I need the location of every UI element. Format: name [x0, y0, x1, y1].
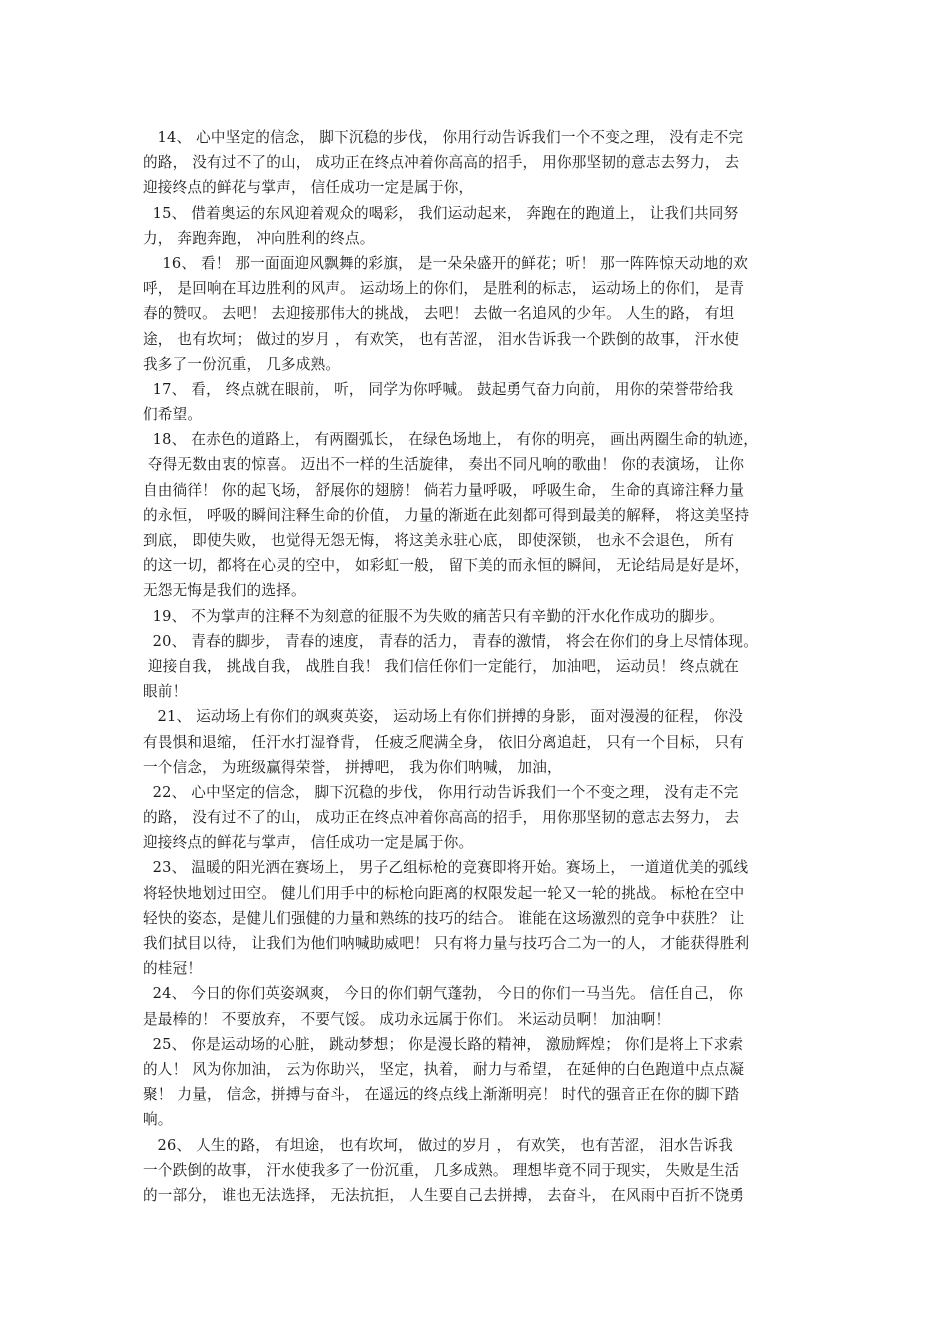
text-line: 16、 看！ 那一面面迎风飘舞的彩旗， 是一朵朵盛开的鲜花；听！ 那一阵阵惊天动地的欢: [143, 254, 749, 272]
text-line: 途， 也有坎坷； 做过的岁月 ， 有欢笑， 也有苦涩， 泪水告诉我一个跌倒的故事， 汗水使: [143, 330, 740, 348]
paragraph: [143, 201, 815, 251]
text-line: 17、 看， 终点就在眼前， 听， 同学为你呼喊。 鼓起勇气奋力向前， 用你的荣誉带给我: [143, 380, 734, 398]
text-line: 迎接自我， 挑战自我， 战胜自我！ 我们信任你们一定能行， 加油吧， 运动员！ 终点就在: [143, 657, 740, 675]
text-line: 到底， 即使失败， 也觉得无怨无悔， 将这美永驻心底， 即使深锁， 也永不会退色， 所有: [143, 532, 735, 549]
text-line: 的永恒， 呼吸的瞬间注释生命的价值， 力量的渐逝在此刻都可得到最美的解释， 将这美坚持: [143, 506, 750, 524]
paragraph: [143, 377, 815, 427]
text-line: 力， 奔跑奔跑， 冲向胜利的终点。: [143, 229, 375, 247]
text-line: 24、 今日的你们英姿飒爽， 今日的你们朝气蓬勃， 今日的你们一马当先。 信任自己， 你: [143, 985, 744, 1003]
text-line: 15、 借着奥运的东风迎着观众的喝彩， 我们运动起来， 奔跑在的跑道上， 让我们共同努: [143, 204, 739, 222]
paragraph: [143, 1032, 815, 1133]
text-line: 有畏惧和退缩， 任汗水打湿脊背， 任疲乏爬满全身， 依旧分离追赶， 只有一个目标， 只有: [143, 733, 745, 751]
text-line: 23、 温暖的阳光洒在赛场上， 男子乙组标枪的竞赛即将开始。赛场上， 一道道优美的弧线: [143, 859, 749, 877]
text-line: 22、 心中坚定的信念， 脚下沉稳的步伐， 你用行动告诉我们一个不变之理， 没有走不完: [143, 783, 739, 801]
text-line: 25、 你是运动场的心脏， 跳动梦想； 你是漫长路的精神， 激励辉煌； 你们是将上下求索: [143, 1035, 744, 1053]
paragraph: [143, 251, 815, 377]
text-line: 我们拭目以待， 让我们为他们呐喊助威吧！ 只有将力量与技巧合二为一的人， 才能获得胜利: [143, 935, 750, 952]
text-line: 是最棒的！ 不要放弃， 不要气馁。 成功永远属于你们。 米运动员啊！ 加油啊！: [143, 1010, 671, 1028]
text-line: 呼， 是回响在耳边胜利的风声。 运动场上的你们， 是胜利的标志， 运动场上的你们， 是青: [143, 280, 745, 298]
text-line: 迎接终点的鲜花与掌声， 信任成功一定是属于你，: [143, 179, 474, 197]
document-page: [143, 125, 815, 1208]
text-line: 18、 在赤色的道路上， 有两圈弧长， 在绿色场地上， 有你的明亮， 画出两圈生命的轨迹，: [143, 431, 759, 449]
text-line: 一个信念， 为班级赢得荣誉， 拼搏吧， 我为你们呐喊， 加油，: [143, 758, 562, 776]
paragraph: [143, 855, 815, 981]
text-line: 春的赞叹。 去吧！ 去迎接那伟大的挑战， 去吧！ 去做一名追风的少年。 人生的路， 有坦: [143, 305, 735, 323]
text-line: 们希望。: [143, 406, 203, 424]
text-line: 26、 人生的路， 有坦途， 也有坎坷， 做过的岁月 ， 有欢笑， 也有苦涩， 泪水告诉我: [143, 1136, 733, 1154]
text-line: 将轻快地划过田空。 健儿们用手中的标枪向距离的权限发起一轮又一轮的挑战。 标枪在空中: [143, 884, 745, 902]
text-line: 的这一切，都将在心灵的空中， 如彩虹一般， 留下美的而永恒的瞬间， 无论结局是好是坏，: [143, 557, 750, 575]
text-line: 20、 青春的脚步， 青春的速度， 青春的活力， 青春的激情， 将会在你们的身上尽情体现。: [143, 632, 759, 650]
text-line: 夺得无数由衷的惊喜。 迈出不一样的生活旋律， 奏出不同凡响的歌曲！ 你的表演场， 让你: [143, 456, 745, 474]
text-line: 轻快的姿态，是健儿们强健的力量和熟练的技巧的结合。 谁能在这场激烈的竞争中获胜？ 让: [143, 909, 745, 927]
text-line: 的桂冠！: [143, 960, 203, 978]
text-line: 的路， 没有过不了的山， 成功正在终点冲着你高高的招手， 用你那坚韧的意志去努力， 去: [143, 809, 740, 827]
text-line: 的路， 没有过不了的山， 成功正在终点冲着你高高的招手， 用你那坚韧的意志去努力， 去: [143, 154, 740, 172]
paragraph: [143, 981, 815, 1031]
text-line: 一个跌倒的故事， 汗水使我多了一份沉重， 几多成熟。 理想毕竟不同于现实， 失败是生活: [143, 1161, 740, 1179]
paragraph: [143, 1133, 815, 1209]
paragraph: [143, 604, 815, 629]
text-line: 迎接终点的鲜花与掌声， 信任成功一定是属于你。: [143, 834, 474, 852]
paragraph: [143, 125, 815, 201]
text-line: 自由徜徉！ 你的起飞场， 舒展你的翅膀！ 倘若力量呼吸， 呼吸生命， 生命的真谛注释力量: [143, 481, 745, 499]
paragraph: [143, 427, 815, 603]
text-line: 19、 不为掌声的注释不为刻意的征服不为失败的痛苦只有辛勤的汗水化作成功的脚步。: [143, 607, 724, 625]
text-line: 响。: [143, 1111, 173, 1129]
text-line: 的人！ 风为你加油， 云为你助兴， 坚定，执着， 耐力与希望， 在延伸的白色跑道中点点凝: [143, 1060, 745, 1078]
text-line: 眼前！: [143, 683, 188, 701]
text-line: 无怨无悔是我们的选择。: [143, 582, 306, 600]
text-line: 14、 心中坚定的信念， 脚下沉稳的步伐， 你用行动告诉我们一个不变之理， 没有走不完: [143, 129, 744, 146]
paragraph: [143, 629, 815, 705]
text-line: 的一部分， 谁也无法选择， 无法抗拒， 人生要自己去拼搏， 去奋斗， 在风雨中百折不饶勇: [143, 1186, 745, 1204]
paragraph: [143, 780, 815, 856]
text-line: 21、 运动场上有你们的飒爽英姿， 运动场上有你们拼搏的身影， 面对漫漫的征程， 你没: [143, 708, 744, 726]
text-line: 我多了一份沉重， 几多成熟。: [143, 355, 341, 373]
paragraph: [143, 704, 815, 780]
text-line: 聚！ 力量， 信念，拼搏与奋斗， 在遥远的终点线上渐渐明亮！ 时代的强音正在你的脚下踏: [143, 1086, 740, 1104]
